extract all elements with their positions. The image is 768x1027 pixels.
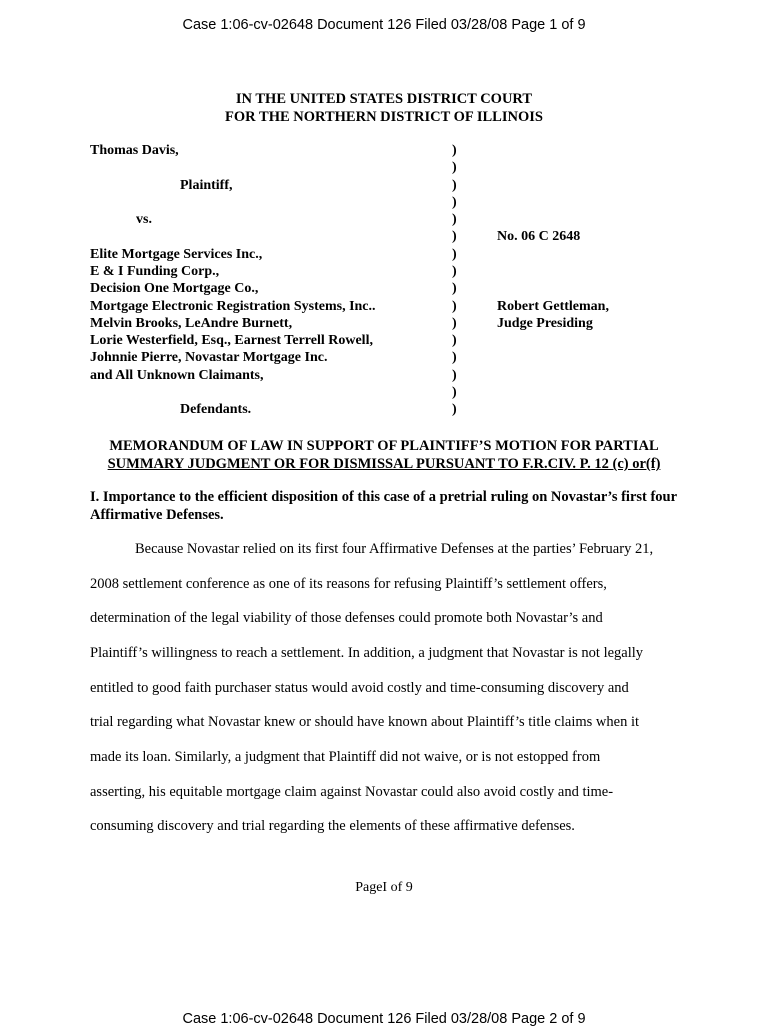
defendant-line: Decision One Mortgage Co., [90, 281, 259, 296]
caption-paren: ) [452, 402, 457, 417]
body-text-line: Because Novastar relied on its first four Affirmative Defenses at the parties’ February 21, [135, 541, 654, 557]
body-text-line: Plaintiff’s willingness to reach a settlement. In addition, a judgment that Novastar is not legally [90, 645, 644, 661]
body-text-line: 2008 settlement conference as one of its reasons for refusing Plaintiff’s settlement offers, [90, 576, 607, 592]
body-text-line: determination of the legal viability of those defenses could promote both Novastar’s and [90, 610, 603, 626]
plaintiff-label: Plaintiff, [180, 178, 233, 193]
defendant-line: E & I Funding Corp., [90, 264, 220, 279]
defendant-line: and All Unknown Claimants, [90, 368, 264, 383]
caption-paren: ) [452, 299, 457, 314]
memorandum-title-line-1: MEMORANDUM OF LAW IN SUPPORT OF PLAINTIFF’S MOTION FOR PARTIAL [109, 438, 659, 454]
court-line-2: FOR THE NORTHERN DISTRICT OF ILLINOIS [225, 109, 543, 125]
defendants-label: Defendants. [180, 402, 252, 417]
defendant-line: Elite Mortgage Services Inc., [90, 247, 263, 262]
section-heading: I. Importance to the efficient disposition of this case of a pretrial ruling on Novastar’s first four Affirmative Defenses. [90, 489, 677, 523]
caption-paren: ) [452, 316, 457, 331]
caption-paren: ) [452, 229, 457, 244]
caption-paren: ) [452, 195, 457, 210]
caption-paren: ) [452, 368, 457, 383]
court-name [0, 90, 768, 126]
body-text-line: asserting, his equitable mortgage claim against Novastar could also avoid costly and time- [90, 784, 614, 800]
body-text-line: consuming discovery and trial regarding the elements of these affirmative defenses. [90, 818, 575, 834]
memorandum-title-line-2: SUMMARY JUDGMENT OR FOR DISMISSAL PURSUANT TO F.R.CIV. P. 12 (c) or(f) [107, 456, 661, 472]
caption-paren: ) [452, 281, 457, 296]
defendant-line: Mortgage Electronic Registration Systems, Inc.. [90, 299, 376, 314]
court-line-1: IN THE UNITED STATES DISTRICT COURT [235, 91, 533, 107]
caption-paren: ) [452, 178, 457, 193]
case-header-stamp: Case 1:06-cv-02648 Document 126 Filed 03/28/08 Page 1 of 9 [182, 17, 586, 33]
plaintiff-name: Thomas Davis, [90, 143, 179, 158]
caption-paren: ) [452, 247, 457, 262]
case-number: No. 06 C 2648 [497, 229, 581, 244]
caption-paren: ) [452, 333, 457, 348]
next-page-stamp: Case 1:06-cv-02648 Document 126 Filed 03/28/08 Page 2 of 9 [182, 1011, 586, 1027]
judge-name: Robert Gettleman, [497, 299, 609, 314]
defendant-line: Melvin Brooks, LeAndre Burnett, [90, 316, 293, 331]
caption-paren: ) [452, 160, 457, 175]
defendant-line: Johnnie Pierre, Novastar Mortgage Inc. [90, 350, 328, 365]
judge-title: Judge Presiding [497, 316, 593, 331]
caption-paren: ) [452, 212, 457, 227]
page-footer: PageI of 9 [355, 880, 413, 895]
body-text-line: made its loan. Similarly, a judgment that Plaintiff did not waive, or is not estopped from [90, 749, 601, 765]
body-text-line: entitled to good faith purchaser status would avoid costly and time-consuming discovery and [90, 680, 629, 696]
versus-label: vs. [136, 212, 152, 227]
defendant-line: Lorie Westerfield, Esq., Earnest Terrell Rowell, [90, 333, 373, 348]
memorandum-title [60, 437, 708, 473]
body-text-line: trial regarding what Novastar knew or should have known about Plaintiff’s title claims when it [90, 714, 639, 730]
caption-paren: ) [452, 264, 457, 279]
caption-paren: ) [452, 143, 457, 158]
caption-paren: ) [452, 350, 457, 365]
caption-paren: ) [452, 385, 457, 400]
